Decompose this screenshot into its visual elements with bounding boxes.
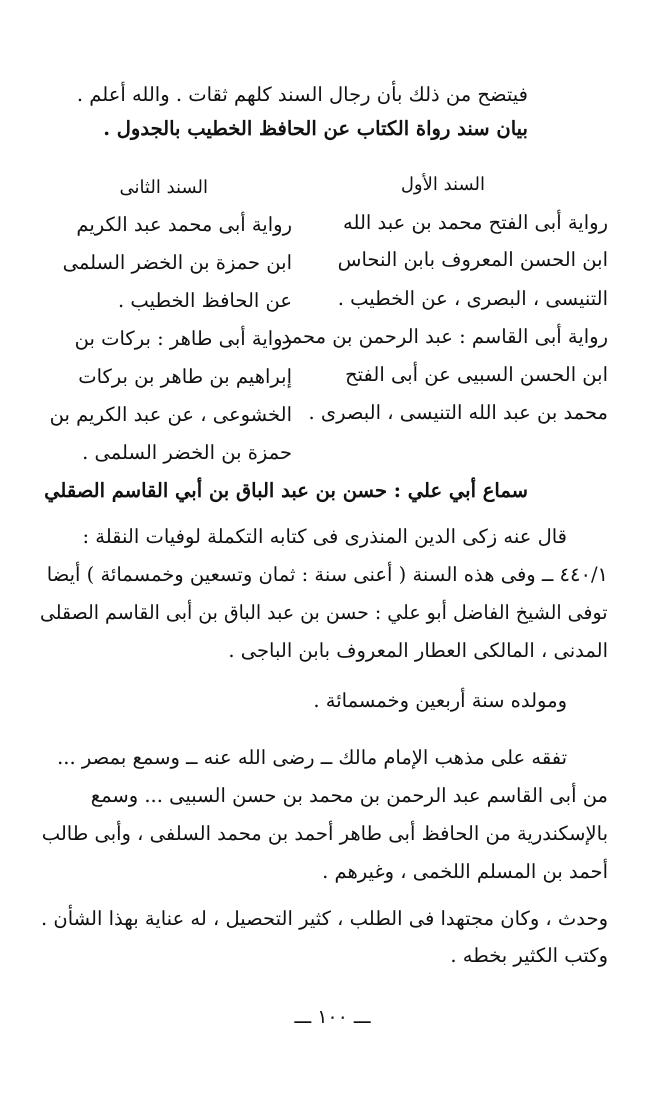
first-chain-line: محمد بن عبد الله التنيسى ، البصرى . xyxy=(308,401,608,424)
column-header-first-chain: السند الأول xyxy=(400,174,485,195)
section-title: سماع أبي علي : حسن بن عبد الباق بن أبي القاسم الصقلي xyxy=(44,479,528,502)
intro-line-1: فيتضح من ذلك بأن رجال السند كلهم ثقات . والله أعلم . xyxy=(76,83,528,106)
first-chain-line: رواية أبى القاسم : عبد الرحمن بن محمد xyxy=(281,325,608,348)
paragraph-line: قال عنه زكى الدين المنذرى فى كتابه التكملة لوفيات النقلة : xyxy=(82,525,567,548)
paragraph-line: تفقه على مذهب الإمام مالك ــ رضى الله عنه ــ وسمع بمصر ... xyxy=(57,746,567,769)
second-chain-line: رواية أبى طاهر : بركات بن xyxy=(74,327,292,350)
paragraph-line: وحدث ، وكان مجتهدا فى الطلب ، كثير التحصيل ، له عناية بهذا الشأن . xyxy=(40,907,608,930)
paragraph-line: المدنى ، المالكى العطار المعروف بابن الباجى . xyxy=(228,639,608,662)
paragraph-line: من أبى القاسم عبد الرحمن بن محمد بن حسن السبيى ... وسمع xyxy=(90,784,608,807)
page-number: ـــ ١٠٠ ـــ xyxy=(294,1006,371,1028)
second-chain-line: عن الحافظ الخطيب . xyxy=(118,289,292,312)
paragraph-line: وكتب الكثير بخطه . xyxy=(450,944,608,967)
table-intro-heading: بيان سند رواة الكتاب عن الحافظ الخطيب بالجدول . xyxy=(103,117,528,140)
second-chain-line: حمزة بن الخضر السلمى . xyxy=(82,441,292,464)
first-chain-line: ابن الحسن المعروف بابن النحاس xyxy=(337,248,608,271)
column-header-second-chain: السند الثانى xyxy=(119,177,208,198)
first-chain-line: التنيسى ، البصرى ، عن الخطيب . xyxy=(337,287,608,310)
paragraph-line: ومولده سنة أربعين وخمسمائة . xyxy=(313,689,567,712)
second-chain-line: ابن حمزة بن الخضر السلمى xyxy=(62,251,292,274)
paragraph-line: توفى الشيخ الفاضل أبو علي : حسن بن عبد الباق بن أبى القاسم الصقلى xyxy=(40,601,608,624)
paragraph-line: ٤٤٠/١ ــ وفى هذه السنة ( أعنى سنة : ثمان وتسعين وخمسمائة ) أيضا xyxy=(46,563,608,586)
first-chain-line: رواية أبى الفتح محمد بن عبد الله xyxy=(343,211,608,234)
first-chain-line: ابن الحسن السبيى عن أبى الفتح xyxy=(345,363,608,386)
paragraph-line: بالإسكندرية من الحافظ أبى طاهر أحمد بن محمد السلفى ، وأبى طالب xyxy=(41,822,608,845)
paragraph-line: أحمد بن المسلم اللخمى ، وغيرهم . xyxy=(322,860,608,883)
second-chain-line: إبراهيم بن طاهر بن بركات xyxy=(78,365,292,388)
second-chain-line: الخشوعى ، عن عبد الكريم بن xyxy=(49,403,292,426)
second-chain-line: رواية أبى محمد عبد الكريم xyxy=(76,213,292,236)
